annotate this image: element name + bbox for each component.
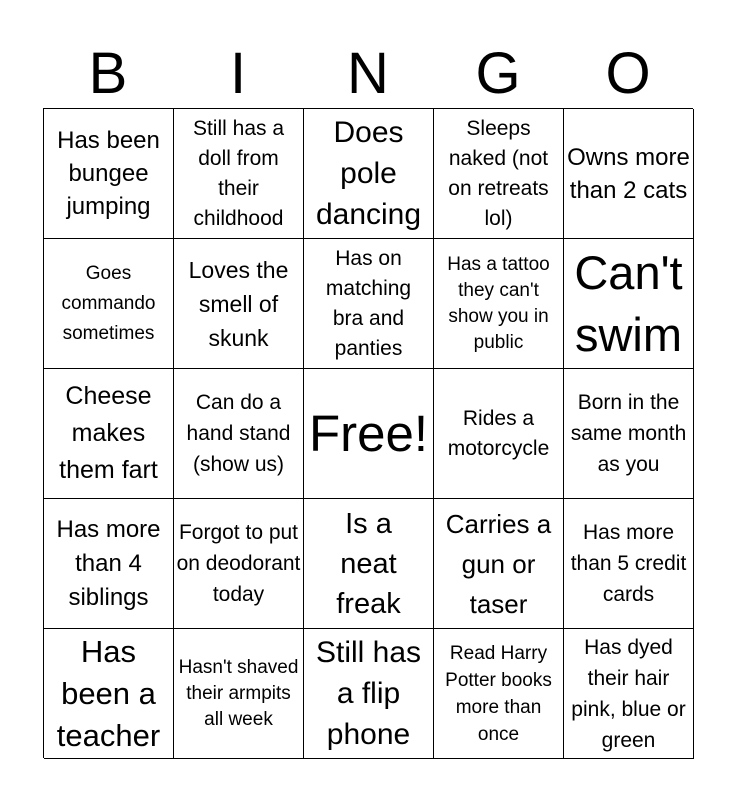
bingo-card: [43, 108, 693, 758]
cell-text: Goes commando sometimes: [61, 262, 156, 344]
header-letter-o: O: [605, 41, 651, 106]
cell-text: Has been bungee jumping: [57, 127, 160, 220]
bingo-cell-r3c4[interactable]: [434, 369, 564, 499]
bingo-cell-r1c3[interactable]: [304, 109, 434, 239]
bingo-cell-r5c5[interactable]: [564, 629, 694, 759]
cell-text: Read Harry Potter books more than once: [445, 642, 552, 745]
bingo-cell-r1c5[interactable]: [564, 109, 694, 239]
bingo-cell-r3c2[interactable]: [174, 369, 304, 499]
cell-text: Free!: [308, 404, 429, 462]
cell-text: Has more than 5 credit cards: [570, 521, 687, 606]
cell-text: Owns more than 2 cats: [567, 143, 690, 204]
cell-text: Can't swim: [574, 245, 683, 361]
bingo-cell-r2c3[interactable]: [304, 239, 434, 369]
bingo-cell-r5c2[interactable]: [174, 629, 304, 759]
header-letter-b: B: [88, 41, 128, 106]
bingo-cell-r2c2[interactable]: [174, 239, 304, 369]
cell-text: Born in the same month as you: [570, 391, 687, 476]
bingo-cell-r4c2[interactable]: [174, 499, 304, 629]
cell-text: Hasn't shaved their armpits all week: [178, 656, 299, 730]
header-letter-g: G: [475, 41, 521, 106]
free-space[interactable]: [304, 369, 434, 499]
cell-text: Still has a flip phone: [315, 636, 422, 751]
cell-text: Carries a gun or taser: [445, 508, 552, 619]
cell-text: Has a tattoo they can't show you in public: [447, 253, 550, 353]
cell-text: Loves the smell of skunk: [188, 256, 289, 351]
bingo-cell-r1c4[interactable]: [434, 109, 564, 239]
header-letter-i: I: [229, 41, 247, 106]
cell-text: Forgot to put on deodorant today: [176, 521, 301, 606]
cell-text: Is a neat freak: [336, 507, 401, 620]
cell-text: Rides a motorcycle: [447, 406, 550, 460]
bingo-cell-r5c3[interactable]: [304, 629, 434, 759]
bingo-cell-r5c4[interactable]: [434, 629, 564, 759]
bingo-cell-r4c3[interactable]: [304, 499, 434, 629]
bingo-cell-r4c1[interactable]: [44, 499, 174, 629]
bingo-cell-r5c1[interactable]: [44, 629, 174, 759]
bingo-header: [43, 40, 693, 108]
bingo-cell-r2c4[interactable]: [434, 239, 564, 369]
cell-text: Has on matching bra and panties: [325, 246, 412, 360]
cell-text: Has been a teacher: [56, 633, 161, 753]
bingo-cell-r4c5[interactable]: [564, 499, 694, 629]
cell-text: Has dyed their hair pink, blue or green: [571, 635, 686, 752]
bingo-cell-r3c5[interactable]: [564, 369, 694, 499]
bingo-cell-r3c1[interactable]: [44, 369, 174, 499]
bingo-cell-r1c1[interactable]: [44, 109, 174, 239]
bingo-cell-r4c4[interactable]: [434, 499, 564, 629]
cell-text: Cheese makes them fart: [59, 382, 158, 484]
cell-text: Has more than 4 siblings: [56, 515, 161, 611]
bingo-cell-r2c1[interactable]: [44, 239, 174, 369]
cell-text: Can do a hand stand (show us): [186, 391, 291, 476]
bingo-cell-r1c2[interactable]: [174, 109, 304, 239]
cell-text: Still has a doll from their childhood: [192, 116, 285, 230]
cell-text: Does pole dancing: [315, 116, 422, 231]
cell-text: Sleeps naked (not on retreats lol): [448, 116, 549, 230]
header-letter-n: N: [347, 41, 389, 106]
bingo-cell-r2c5[interactable]: [564, 239, 694, 369]
